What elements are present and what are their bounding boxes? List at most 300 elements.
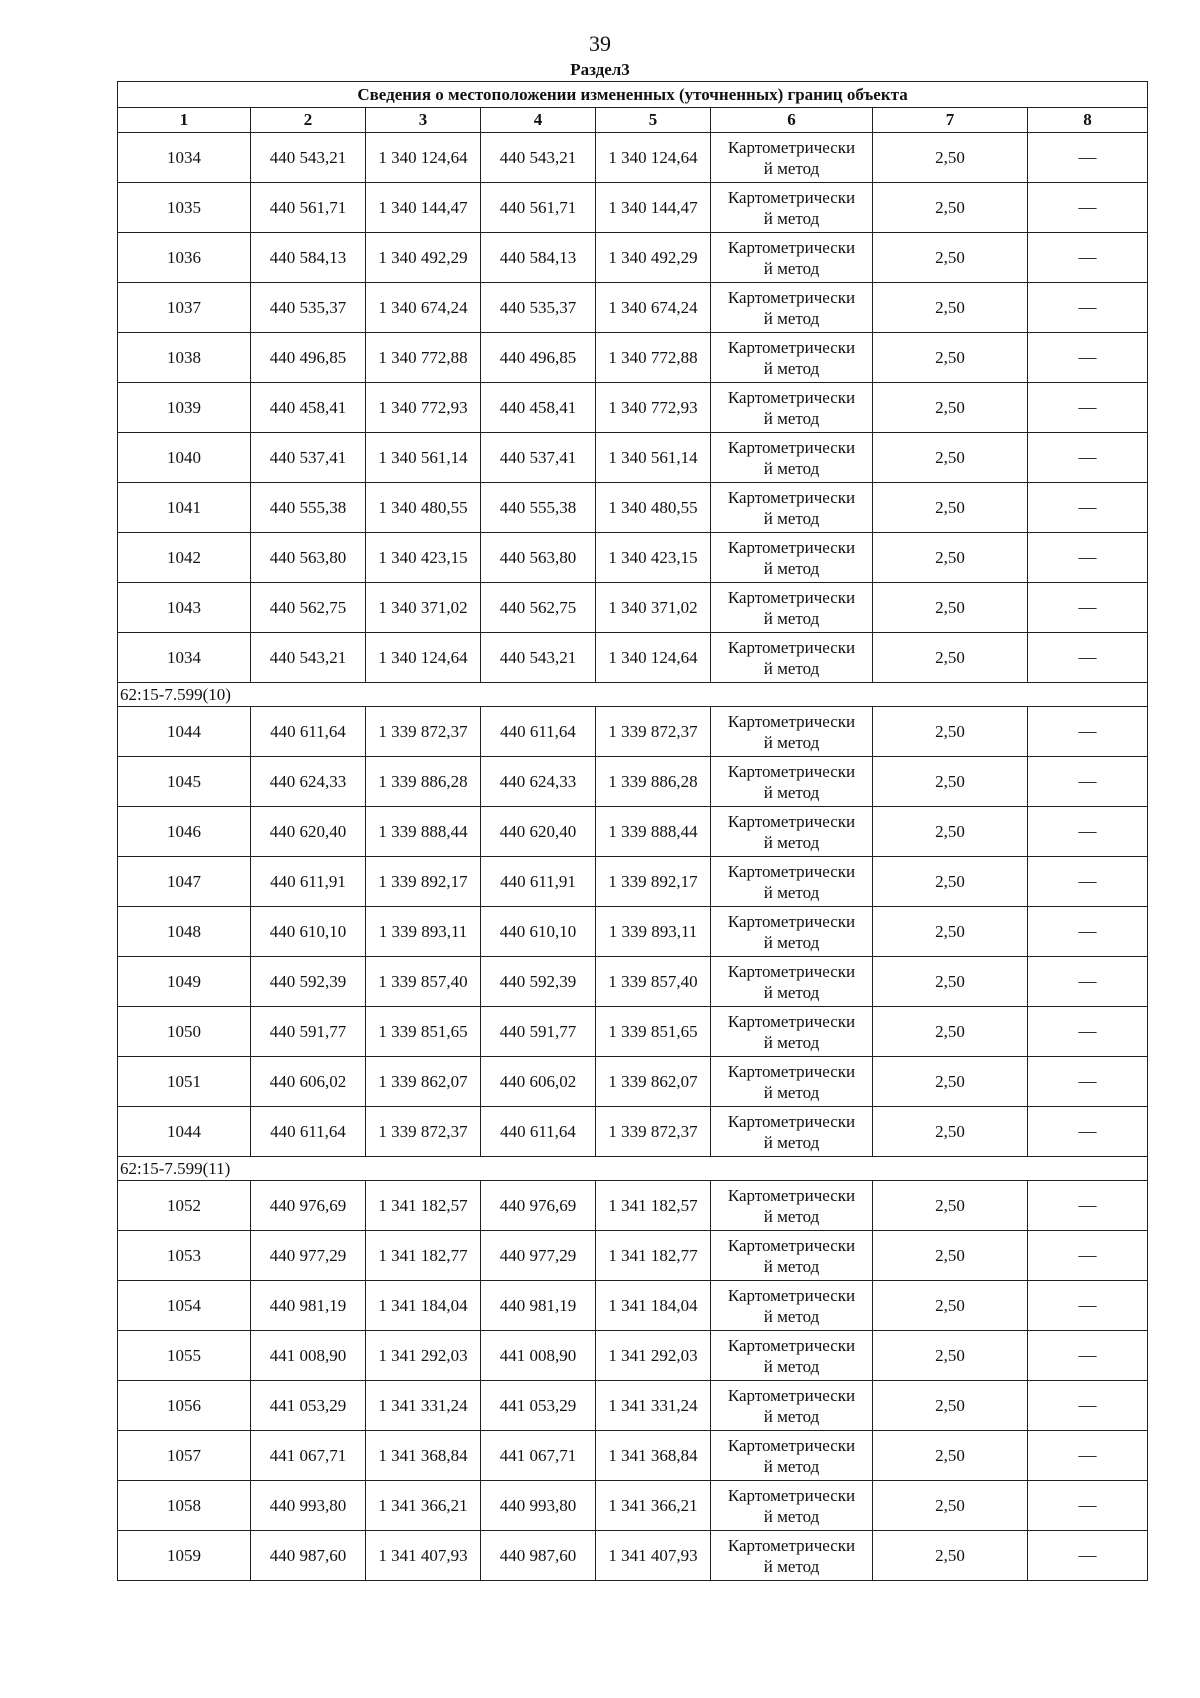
table-row [118, 1231, 1148, 1281]
description-cell: — [1028, 633, 1148, 683]
new-x: 440 624,33 [481, 757, 596, 807]
method-line-1: Картометрически [727, 1061, 856, 1081]
accuracy-cell: 2,50 [873, 583, 1028, 633]
point-number: 1039 [118, 383, 251, 433]
table-row [118, 283, 1148, 333]
point-number: 1041 [118, 483, 251, 533]
table-row [118, 1057, 1148, 1107]
method-cell [711, 1231, 873, 1281]
method-line-2: й метод [763, 208, 820, 228]
new-y: 1 341 331,24 [596, 1381, 711, 1431]
accuracy-cell: 2,50 [873, 707, 1028, 757]
accuracy-cell: 2,50 [873, 1231, 1028, 1281]
old-x: 440 611,64 [251, 1107, 366, 1157]
new-x: 440 543,21 [481, 133, 596, 183]
description-cell: — [1028, 857, 1148, 907]
method-line-2: й метод [763, 308, 820, 328]
method-line-1: Картометрически [727, 961, 856, 981]
method-line-1: Картометрически [727, 237, 856, 257]
method-line-1: Картометрически [727, 487, 856, 507]
new-y: 1 341 182,77 [596, 1231, 711, 1281]
description-cell: — [1028, 1181, 1148, 1231]
point-number: 1055 [118, 1331, 251, 1381]
point-number: 1035 [118, 183, 251, 233]
accuracy-cell: 2,50 [873, 633, 1028, 683]
description-cell: — [1028, 333, 1148, 383]
new-x: 440 611,91 [481, 857, 596, 907]
description-cell: — [1028, 583, 1148, 633]
point-number: 1053 [118, 1231, 251, 1281]
old-y: 1 339 893,11 [366, 907, 481, 957]
method-cell [711, 707, 873, 757]
section-title: Раздел3 [570, 60, 630, 79]
column-number: 5 [596, 108, 711, 133]
method-line-1: Картометрически [727, 637, 856, 657]
table-row [118, 1331, 1148, 1381]
method-line-2: й метод [763, 982, 820, 1002]
old-x: 440 624,33 [251, 757, 366, 807]
method-line-2: й метод [763, 1306, 820, 1326]
new-y: 1 341 368,84 [596, 1431, 711, 1481]
method-cell [711, 533, 873, 583]
old-x: 440 611,64 [251, 707, 366, 757]
method-cell [711, 233, 873, 283]
accuracy-cell: 2,50 [873, 1381, 1028, 1431]
method-line-1: Картометрически [727, 1111, 856, 1131]
new-y: 1 339 888,44 [596, 807, 711, 857]
method-cell [711, 907, 873, 957]
method-line-2: й метод [763, 1256, 820, 1276]
table-row [118, 483, 1148, 533]
old-x: 440 584,13 [251, 233, 366, 283]
new-y: 1 340 772,93 [596, 383, 711, 433]
point-number: 1058 [118, 1481, 251, 1531]
method-line-2: й метод [763, 1406, 820, 1426]
new-y: 1 341 184,04 [596, 1281, 711, 1331]
old-x: 440 611,91 [251, 857, 366, 907]
old-x: 440 987,60 [251, 1531, 366, 1581]
old-y: 1 339 862,07 [366, 1057, 481, 1107]
description-cell: — [1028, 1281, 1148, 1331]
method-cell [711, 1181, 873, 1231]
table-body [118, 133, 1148, 1581]
description-cell: — [1028, 133, 1148, 183]
old-y: 1 340 480,55 [366, 483, 481, 533]
old-x: 440 535,37 [251, 283, 366, 333]
method-line-2: й метод [763, 658, 820, 678]
point-number: 1059 [118, 1531, 251, 1581]
point-number: 1034 [118, 633, 251, 683]
new-x: 440 555,38 [481, 483, 596, 533]
old-y: 1 340 144,47 [366, 183, 481, 233]
table-row [118, 333, 1148, 383]
description-cell: — [1028, 1481, 1148, 1531]
old-x: 440 537,41 [251, 433, 366, 483]
old-y: 1 339 872,37 [366, 1107, 481, 1157]
point-number: 1045 [118, 757, 251, 807]
method-line-1: Картометрически [727, 387, 856, 407]
old-x: 441 008,90 [251, 1331, 366, 1381]
description-cell: — [1028, 807, 1148, 857]
old-y: 1 339 892,17 [366, 857, 481, 907]
old-y: 1 339 888,44 [366, 807, 481, 857]
new-x: 440 993,80 [481, 1481, 596, 1531]
method-line-1: Картометрически [727, 1185, 856, 1205]
new-x: 440 592,39 [481, 957, 596, 1007]
description-cell: — [1028, 1107, 1148, 1157]
accuracy-cell: 2,50 [873, 1481, 1028, 1531]
new-y: 1 339 893,11 [596, 907, 711, 957]
accuracy-cell: 2,50 [873, 857, 1028, 907]
table-row [118, 757, 1148, 807]
new-x: 440 543,21 [481, 633, 596, 683]
new-x: 441 008,90 [481, 1331, 596, 1381]
old-x: 440 993,80 [251, 1481, 366, 1531]
method-cell [711, 757, 873, 807]
table-row [118, 1181, 1148, 1231]
old-y: 1 341 366,21 [366, 1481, 481, 1531]
group-label: 62:15-7.599(11) [118, 1157, 1148, 1181]
method-line-1: Картометрически [727, 1285, 856, 1305]
accuracy-cell: 2,50 [873, 1107, 1028, 1157]
method-line-1: Картометрически [727, 1011, 856, 1031]
old-y: 1 340 124,64 [366, 133, 481, 183]
method-line-1: Картометрически [727, 911, 856, 931]
accuracy-cell: 2,50 [873, 183, 1028, 233]
old-y: 1 339 872,37 [366, 707, 481, 757]
method-line-1: Картометрически [727, 711, 856, 731]
old-x: 440 620,40 [251, 807, 366, 857]
old-x: 440 606,02 [251, 1057, 366, 1107]
method-line-2: й метод [763, 358, 820, 378]
old-y: 1 341 184,04 [366, 1281, 481, 1331]
new-y: 1 341 366,21 [596, 1481, 711, 1531]
point-number: 1044 [118, 1107, 251, 1157]
accuracy-cell: 2,50 [873, 383, 1028, 433]
old-x: 440 610,10 [251, 907, 366, 957]
accuracy-cell: 2,50 [873, 133, 1028, 183]
description-cell: — [1028, 1331, 1148, 1381]
description-cell: — [1028, 433, 1148, 483]
new-y: 1 341 407,93 [596, 1531, 711, 1581]
point-number: 1049 [118, 957, 251, 1007]
new-x: 440 561,71 [481, 183, 596, 233]
method-cell [711, 583, 873, 633]
accuracy-cell: 2,50 [873, 1531, 1028, 1581]
table-row [118, 1381, 1148, 1431]
table-row [118, 533, 1148, 583]
point-number: 1036 [118, 233, 251, 283]
table-row [118, 633, 1148, 683]
method-line-2: й метод [763, 1506, 820, 1526]
table-row [118, 1431, 1148, 1481]
method-cell [711, 1481, 873, 1531]
method-line-2: й метод [763, 832, 820, 852]
method-cell [711, 283, 873, 333]
description-cell: — [1028, 1531, 1148, 1581]
method-cell [711, 1531, 873, 1581]
method-line-1: Картометрически [727, 1535, 856, 1555]
description-cell: — [1028, 1057, 1148, 1107]
method-cell [711, 807, 873, 857]
table-caption: Сведения о местоположении измененных (уточненных) границ объекта [118, 82, 1148, 108]
new-y: 1 339 851,65 [596, 1007, 711, 1057]
method-line-2: й метод [763, 1356, 820, 1376]
method-line-2: й метод [763, 1456, 820, 1476]
method-line-2: й метод [763, 558, 820, 578]
table-row [118, 1007, 1148, 1057]
new-x: 440 537,41 [481, 433, 596, 483]
new-x: 440 977,29 [481, 1231, 596, 1281]
description-cell: — [1028, 707, 1148, 757]
new-y: 1 340 124,64 [596, 633, 711, 683]
method-line-1: Картометрически [727, 137, 856, 157]
method-line-1: Картометрически [727, 1435, 856, 1455]
new-x: 440 606,02 [481, 1057, 596, 1107]
new-x: 440 611,64 [481, 1107, 596, 1157]
coordinates-table [117, 81, 1148, 1581]
old-x: 441 053,29 [251, 1381, 366, 1431]
new-y: 1 340 561,14 [596, 433, 711, 483]
new-y: 1 340 124,64 [596, 133, 711, 183]
old-x: 441 067,71 [251, 1431, 366, 1481]
table-row [118, 1481, 1148, 1531]
method-line-2: й метод [763, 458, 820, 478]
new-y: 1 341 292,03 [596, 1331, 711, 1381]
old-x: 440 976,69 [251, 1181, 366, 1231]
description-cell: — [1028, 1007, 1148, 1057]
point-number: 1057 [118, 1431, 251, 1481]
column-number: 3 [366, 108, 481, 133]
method-line-2: й метод [763, 508, 820, 528]
description-cell: — [1028, 1231, 1148, 1281]
method-cell [711, 333, 873, 383]
new-x: 440 496,85 [481, 333, 596, 383]
old-y: 1 341 368,84 [366, 1431, 481, 1481]
description-cell: — [1028, 383, 1148, 433]
new-y: 1 339 892,17 [596, 857, 711, 907]
method-cell [711, 1331, 873, 1381]
table-row [118, 183, 1148, 233]
point-number: 1034 [118, 133, 251, 183]
old-y: 1 341 407,93 [366, 1531, 481, 1581]
new-x: 440 535,37 [481, 283, 596, 333]
point-number: 1040 [118, 433, 251, 483]
method-line-1: Картометрически [727, 1235, 856, 1255]
method-line-2: й метод [763, 732, 820, 752]
new-y: 1 341 182,57 [596, 1181, 711, 1231]
method-cell [711, 433, 873, 483]
table-row [118, 857, 1148, 907]
old-y: 1 341 331,24 [366, 1381, 481, 1431]
table-row [118, 583, 1148, 633]
point-number: 1050 [118, 1007, 251, 1057]
old-x: 440 543,21 [251, 633, 366, 683]
old-x: 440 562,75 [251, 583, 366, 633]
old-y: 1 341 292,03 [366, 1331, 481, 1381]
table-row [118, 133, 1148, 183]
old-y: 1 340 492,29 [366, 233, 481, 283]
method-cell [711, 633, 873, 683]
description-cell: — [1028, 757, 1148, 807]
accuracy-cell: 2,50 [873, 757, 1028, 807]
old-y: 1 340 772,93 [366, 383, 481, 433]
table-row [118, 707, 1148, 757]
column-number: 2 [251, 108, 366, 133]
old-y: 1 340 772,88 [366, 333, 481, 383]
point-number: 1046 [118, 807, 251, 857]
method-line-1: Картометрически [727, 1485, 856, 1505]
old-x: 440 458,41 [251, 383, 366, 433]
method-cell [711, 1007, 873, 1057]
method-cell [711, 133, 873, 183]
accuracy-cell: 2,50 [873, 1181, 1028, 1231]
new-x: 440 987,60 [481, 1531, 596, 1581]
method-line-2: й метод [763, 1032, 820, 1052]
old-y: 1 340 371,02 [366, 583, 481, 633]
old-x: 440 555,38 [251, 483, 366, 533]
column-number: 1 [118, 108, 251, 133]
old-x: 440 496,85 [251, 333, 366, 383]
method-cell [711, 1431, 873, 1481]
column-number: 7 [873, 108, 1028, 133]
page-number: 39 [589, 31, 611, 56]
method-line-2: й метод [763, 1556, 820, 1576]
accuracy-cell: 2,50 [873, 957, 1028, 1007]
method-line-2: й метод [763, 1082, 820, 1102]
method-line-2: й метод [763, 258, 820, 278]
method-line-2: й метод [763, 782, 820, 802]
accuracy-cell: 2,50 [873, 333, 1028, 383]
table-row [118, 1531, 1148, 1581]
method-cell [711, 1281, 873, 1331]
method-cell [711, 857, 873, 907]
new-x: 441 053,29 [481, 1381, 596, 1431]
column-number-row [118, 108, 1148, 133]
column-number: 6 [711, 108, 873, 133]
new-y: 1 339 886,28 [596, 757, 711, 807]
point-number: 1048 [118, 907, 251, 957]
method-cell [711, 1107, 873, 1157]
accuracy-cell: 2,50 [873, 433, 1028, 483]
point-number: 1044 [118, 707, 251, 757]
accuracy-cell: 2,50 [873, 1331, 1028, 1381]
method-line-2: й метод [763, 158, 820, 178]
old-y: 1 341 182,77 [366, 1231, 481, 1281]
old-y: 1 340 561,14 [366, 433, 481, 483]
accuracy-cell: 2,50 [873, 283, 1028, 333]
method-line-1: Картометрически [727, 811, 856, 831]
old-x: 440 563,80 [251, 533, 366, 583]
method-line-1: Картометрически [727, 761, 856, 781]
new-y: 1 340 492,29 [596, 233, 711, 283]
new-x: 441 067,71 [481, 1431, 596, 1481]
point-number: 1056 [118, 1381, 251, 1431]
table-row [118, 433, 1148, 483]
table-row [118, 807, 1148, 857]
table-row [118, 957, 1148, 1007]
accuracy-cell: 2,50 [873, 1057, 1028, 1107]
method-line-1: Картометрически [727, 587, 856, 607]
table-row [118, 1107, 1148, 1157]
accuracy-cell: 2,50 [873, 807, 1028, 857]
old-x: 440 977,29 [251, 1231, 366, 1281]
new-y: 1 340 371,02 [596, 583, 711, 633]
description-cell: — [1028, 1431, 1148, 1481]
point-number: 1043 [118, 583, 251, 633]
method-line-2: й метод [763, 882, 820, 902]
method-cell [711, 1381, 873, 1431]
description-cell: — [1028, 283, 1148, 333]
method-line-1: Картометрически [727, 1335, 856, 1355]
old-x: 440 591,77 [251, 1007, 366, 1057]
description-cell: — [1028, 183, 1148, 233]
old-y: 1 339 851,65 [366, 1007, 481, 1057]
new-x: 440 563,80 [481, 533, 596, 583]
old-y: 1 339 886,28 [366, 757, 481, 807]
new-x: 440 458,41 [481, 383, 596, 433]
new-y: 1 340 674,24 [596, 283, 711, 333]
method-line-1: Картометрически [727, 1385, 856, 1405]
old-y: 1 340 124,64 [366, 633, 481, 683]
accuracy-cell: 2,50 [873, 1431, 1028, 1481]
group-row [118, 1157, 1148, 1181]
method-cell [711, 183, 873, 233]
new-x: 440 620,40 [481, 807, 596, 857]
description-cell: — [1028, 533, 1148, 583]
new-y: 1 340 772,88 [596, 333, 711, 383]
table-row [118, 383, 1148, 433]
method-line-1: Картометрически [727, 537, 856, 557]
method-line-1: Картометрически [727, 437, 856, 457]
new-y: 1 339 872,37 [596, 1107, 711, 1157]
point-number: 1038 [118, 333, 251, 383]
method-cell [711, 1057, 873, 1107]
old-x: 440 561,71 [251, 183, 366, 233]
new-x: 440 591,77 [481, 1007, 596, 1057]
table-row [118, 233, 1148, 283]
accuracy-cell: 2,50 [873, 1007, 1028, 1057]
new-x: 440 981,19 [481, 1281, 596, 1331]
accuracy-cell: 2,50 [873, 533, 1028, 583]
new-y: 1 339 857,40 [596, 957, 711, 1007]
new-y: 1 339 862,07 [596, 1057, 711, 1107]
point-number: 1037 [118, 283, 251, 333]
table-row [118, 907, 1148, 957]
old-y: 1 340 423,15 [366, 533, 481, 583]
description-cell: — [1028, 1381, 1148, 1431]
old-y: 1 340 674,24 [366, 283, 481, 333]
accuracy-cell: 2,50 [873, 233, 1028, 283]
old-x: 440 981,19 [251, 1281, 366, 1331]
method-cell [711, 383, 873, 433]
accuracy-cell: 2,50 [873, 1281, 1028, 1331]
group-row [118, 683, 1148, 707]
point-number: 1047 [118, 857, 251, 907]
new-y: 1 340 144,47 [596, 183, 711, 233]
table-row [118, 1281, 1148, 1331]
method-line-1: Картометрически [727, 861, 856, 881]
old-x: 440 592,39 [251, 957, 366, 1007]
group-label: 62:15-7.599(10) [118, 683, 1148, 707]
method-line-1: Картометрически [727, 187, 856, 207]
method-line-1: Картометрически [727, 287, 856, 307]
description-cell: — [1028, 483, 1148, 533]
description-cell: — [1028, 907, 1148, 957]
new-x: 440 611,64 [481, 707, 596, 757]
point-number: 1042 [118, 533, 251, 583]
new-y: 1 340 423,15 [596, 533, 711, 583]
